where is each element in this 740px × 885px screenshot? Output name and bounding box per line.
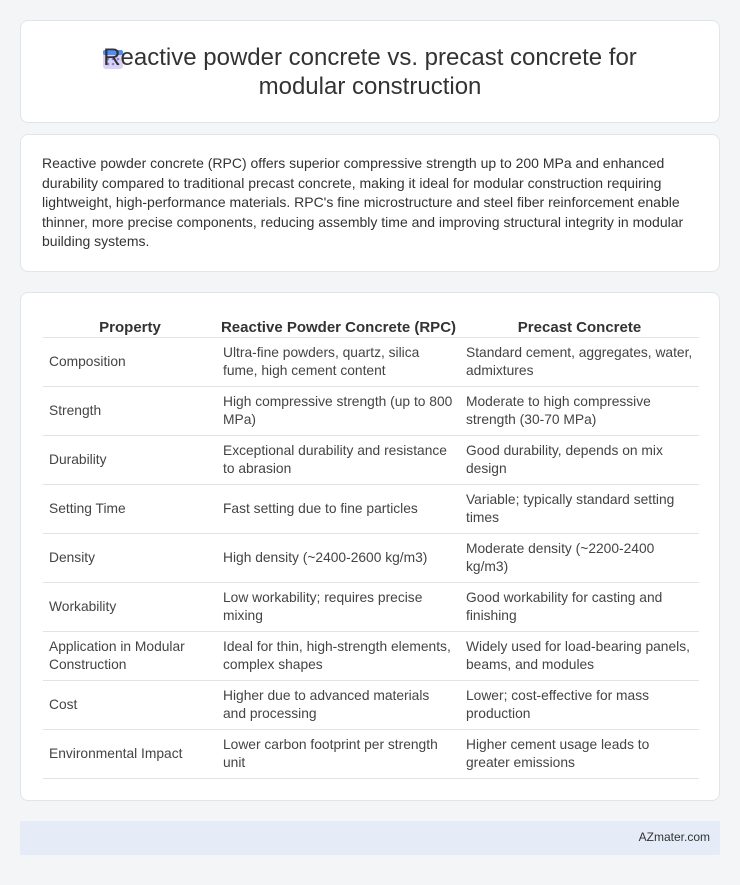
cell-precast: Good workability for casting and finishing [460, 583, 699, 632]
summary-text: Reactive powder concrete (RPC) offers superior compressive strength up to 200 MPa and enhanced durability compared to traditional precast concrete, making it ideal for modular construction requiring lightweight, high-performance materials. RPC's fine microstructure and steel fiber reinforcement enable thinner, more precise components, reducing assembly time and improving structural integrity in modular building systems. [42, 155, 684, 249]
table-row [43, 485, 699, 534]
cell-rpc: High compressive strength (up to 800 MPa) [217, 387, 460, 436]
cell-property: Durability [43, 436, 217, 485]
comparison-table [43, 313, 699, 779]
table-row [43, 632, 699, 681]
cell-property: Strength [43, 387, 217, 436]
cell-rpc: Fast setting due to fine particles [217, 485, 460, 534]
cell-precast: Variable; typically standard setting times [460, 485, 699, 534]
page-title: Reactive powder concrete vs. precast concrete for modular construction [103, 43, 637, 100]
cell-rpc: High density (~2400-2600 kg/m3) [217, 534, 460, 583]
cell-property: Workability [43, 583, 217, 632]
cell-property: Density [43, 534, 217, 583]
table-row [43, 534, 699, 583]
table-row [43, 387, 699, 436]
cell-rpc: Higher due to advanced materials and processing [217, 681, 460, 730]
cell-precast: Good durability, depends on mix design [460, 436, 699, 485]
cell-property: Cost [43, 681, 217, 730]
cell-property: Setting Time [43, 485, 217, 534]
header-rpc: Reactive Powder Concrete (RPC) [217, 313, 460, 338]
cell-precast: Moderate to high compressive strength (30-70 MPa) [460, 387, 699, 436]
cell-property: Environmental Impact [43, 730, 217, 779]
table-row [43, 436, 699, 485]
table-row [43, 681, 699, 730]
cell-precast: Widely used for load-bearing panels, beams, and modules [460, 632, 699, 681]
cell-precast: Lower; cost-effective for mass production [460, 681, 699, 730]
cell-precast: Moderate density (~2200-2400 kg/m3) [460, 534, 699, 583]
cell-rpc: Low workability; requires precise mixing [217, 583, 460, 632]
footer-brand[interactable]: AZmater.com [638, 830, 710, 844]
table-row [43, 583, 699, 632]
table-row [43, 338, 699, 387]
header-precast: Precast Concrete [460, 313, 699, 338]
cell-precast: Standard cement, aggregates, water, admixtures [460, 338, 699, 387]
footer-bar [20, 821, 720, 855]
cell-property: Composition [43, 338, 217, 387]
summary-card [20, 134, 720, 272]
table-header-row [43, 313, 699, 338]
header-property: Property [43, 313, 217, 338]
comparison-table-card [20, 292, 720, 801]
cell-rpc: Exceptional durability and resistance to abrasion [217, 436, 460, 485]
table-row [43, 730, 699, 779]
cell-property: Application in Modular Construction [43, 632, 217, 681]
cell-precast: Higher cement usage leads to greater emissions [460, 730, 699, 779]
header-card [20, 20, 720, 123]
cell-rpc: Lower carbon footprint per strength unit [217, 730, 460, 779]
cell-rpc: Ultra-fine powders, quartz, silica fume, high cement content [217, 338, 460, 387]
cell-rpc: Ideal for thin, high-strength elements, complex shapes [217, 632, 460, 681]
